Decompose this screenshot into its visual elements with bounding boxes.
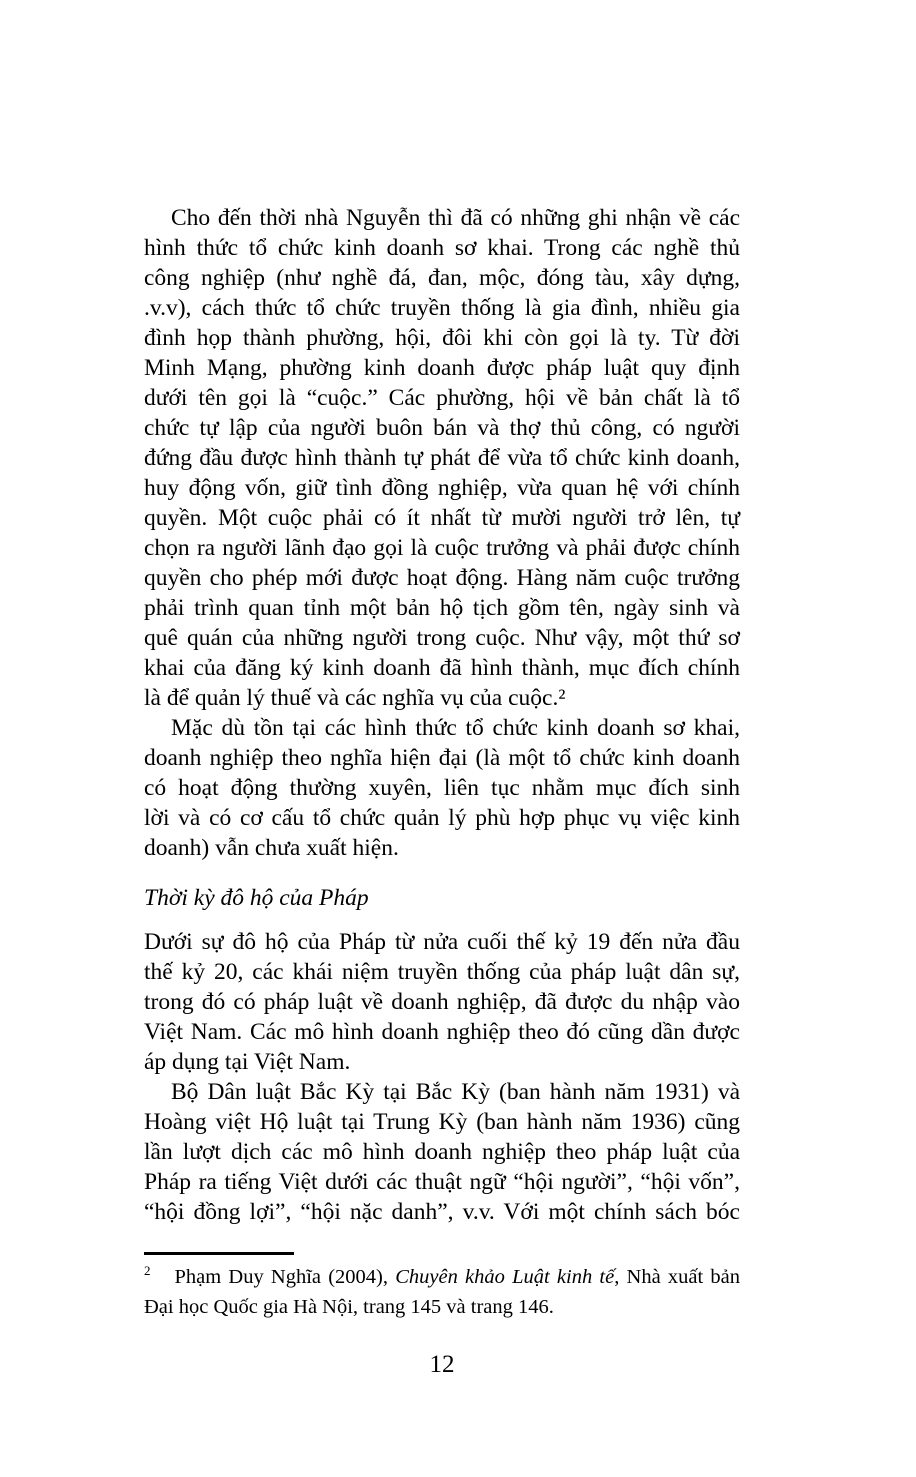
text-line: đứng đầu được hình thành tự phát để vừa tổ chức kinh doanh, xyxy=(144,445,740,471)
footnote-rule xyxy=(144,1252,294,1255)
text-line: công nghiệp (như nghề đá, đan, mộc, đóng tàu, xây dựng, xyxy=(144,265,740,291)
text-line: chức tự lập của người buôn bán và thợ thủ công, có người xyxy=(144,415,740,441)
text-line: quyền cho phép mới được hoạt động. Hàng năm cuộc trưởng xyxy=(144,565,740,591)
text-line: Minh Mạng, phường kinh doanh được pháp luật quy định xyxy=(144,355,740,381)
footnote-text: , Nhà xuất bản xyxy=(614,1266,741,1288)
text-block xyxy=(144,203,740,1227)
text-line: dưới tên gọi là “cuộc.” Các phường, hội về bản chất là tổ xyxy=(144,385,740,411)
footnote-line-2: Đại học Quốc gia Hà Nội, trang 145 và trang 146. xyxy=(144,1296,554,1318)
text-line: áp dụng tại Việt Nam. xyxy=(144,1049,351,1075)
text-line: .v.v), cách thức tổ chức truyền thống là gia đình, nhiều gia xyxy=(144,295,740,321)
text-line: Pháp ra tiếng Việt dưới các thuật ngữ “hội người”, “hội vốn”, xyxy=(144,1169,740,1195)
text-line: chọn ra người lãnh đạo gọi là cuộc trưởng và phải được chính xyxy=(144,535,740,561)
footnote-book-title: Chuyên khảo Luật kinh tế xyxy=(395,1266,615,1288)
text-line: Mặc dù tồn tại các hình thức tổ chức kinh doanh sơ khai, xyxy=(171,715,740,741)
text-line: Hoàng việt Hộ luật tại Trung Kỳ (ban hành năm 1936) cũng xyxy=(144,1109,740,1135)
footnote xyxy=(144,1240,740,1322)
text-line: Cho đến thời nhà Nguyễn thì đã có những ghi nhận về các xyxy=(171,205,740,231)
footnote-line-1 xyxy=(144,1262,740,1292)
text-line: hình thức tổ chức kinh doanh sơ khai. Trong các nghề thủ xyxy=(144,235,740,261)
text-line: “hội đồng lợi”, “hội nặc danh”, v.v. Với một chính sách bóc xyxy=(144,1199,740,1225)
text-line: khai của đăng ký kinh doanh đã hình thành, mục đích chính xyxy=(144,655,740,681)
text-line: là để quản lý thuế và các nghĩa vụ của cuộc.² xyxy=(144,685,566,711)
text-line: phải trình quan tỉnh một bản hộ tịch gồm tên, ngày sinh và xyxy=(144,595,740,621)
text-line: thế kỷ 20, các khái niệm truyền thống của pháp luật dân sự, xyxy=(144,959,740,985)
text-line: có hoạt động thường xuyên, liên tục nhằm mục đích sinh xyxy=(144,775,740,801)
text-line: Việt Nam. Các mô hình doanh nghiệp theo đó cũng dần được xyxy=(144,1019,740,1045)
text-line: lời và có cơ cấu tổ chức quản lý phù hợp phục vụ việc kinh xyxy=(144,805,740,831)
text-line: doanh) vẫn chưa xuất hiện. xyxy=(144,835,399,861)
text-line: Dưới sự đô hộ của Pháp từ nửa cuối thế kỷ 19 đến nửa đầu xyxy=(144,929,740,955)
footnote-marker: 2 xyxy=(144,1263,151,1279)
footnote-text: Phạm Duy Nghĩa (2004), xyxy=(174,1266,396,1288)
text-line: doanh nghiệp theo nghĩa hiện đại (là một tổ chức kinh doanh xyxy=(144,745,740,771)
text-line: quê quán của những người trong cuộc. Như vậy, một thứ sơ xyxy=(144,625,740,651)
section-heading: Thời kỳ đô hộ của Pháp xyxy=(144,885,369,911)
text-line: lần lượt dịch các mô hình doanh nghiệp theo pháp luật của xyxy=(144,1139,740,1165)
text-line: trong đó có pháp luật về doanh nghiệp, đã được du nhập vào xyxy=(144,989,740,1015)
text-line: Bộ Dân luật Bắc Kỳ tại Bắc Kỳ (ban hành năm 1931) và xyxy=(171,1079,740,1105)
text-line: huy động vốn, giữ tình đồng nghiệp, vừa quan hệ với chính xyxy=(144,475,740,501)
text-line: quyền. Một cuộc phải có ít nhất từ mười người trở lên, tự xyxy=(144,505,740,531)
text-line: đình họp thành phường, hội, đôi khi còn gọi là ty. Từ đời xyxy=(144,325,740,351)
page-number: 12 xyxy=(429,1351,455,1378)
